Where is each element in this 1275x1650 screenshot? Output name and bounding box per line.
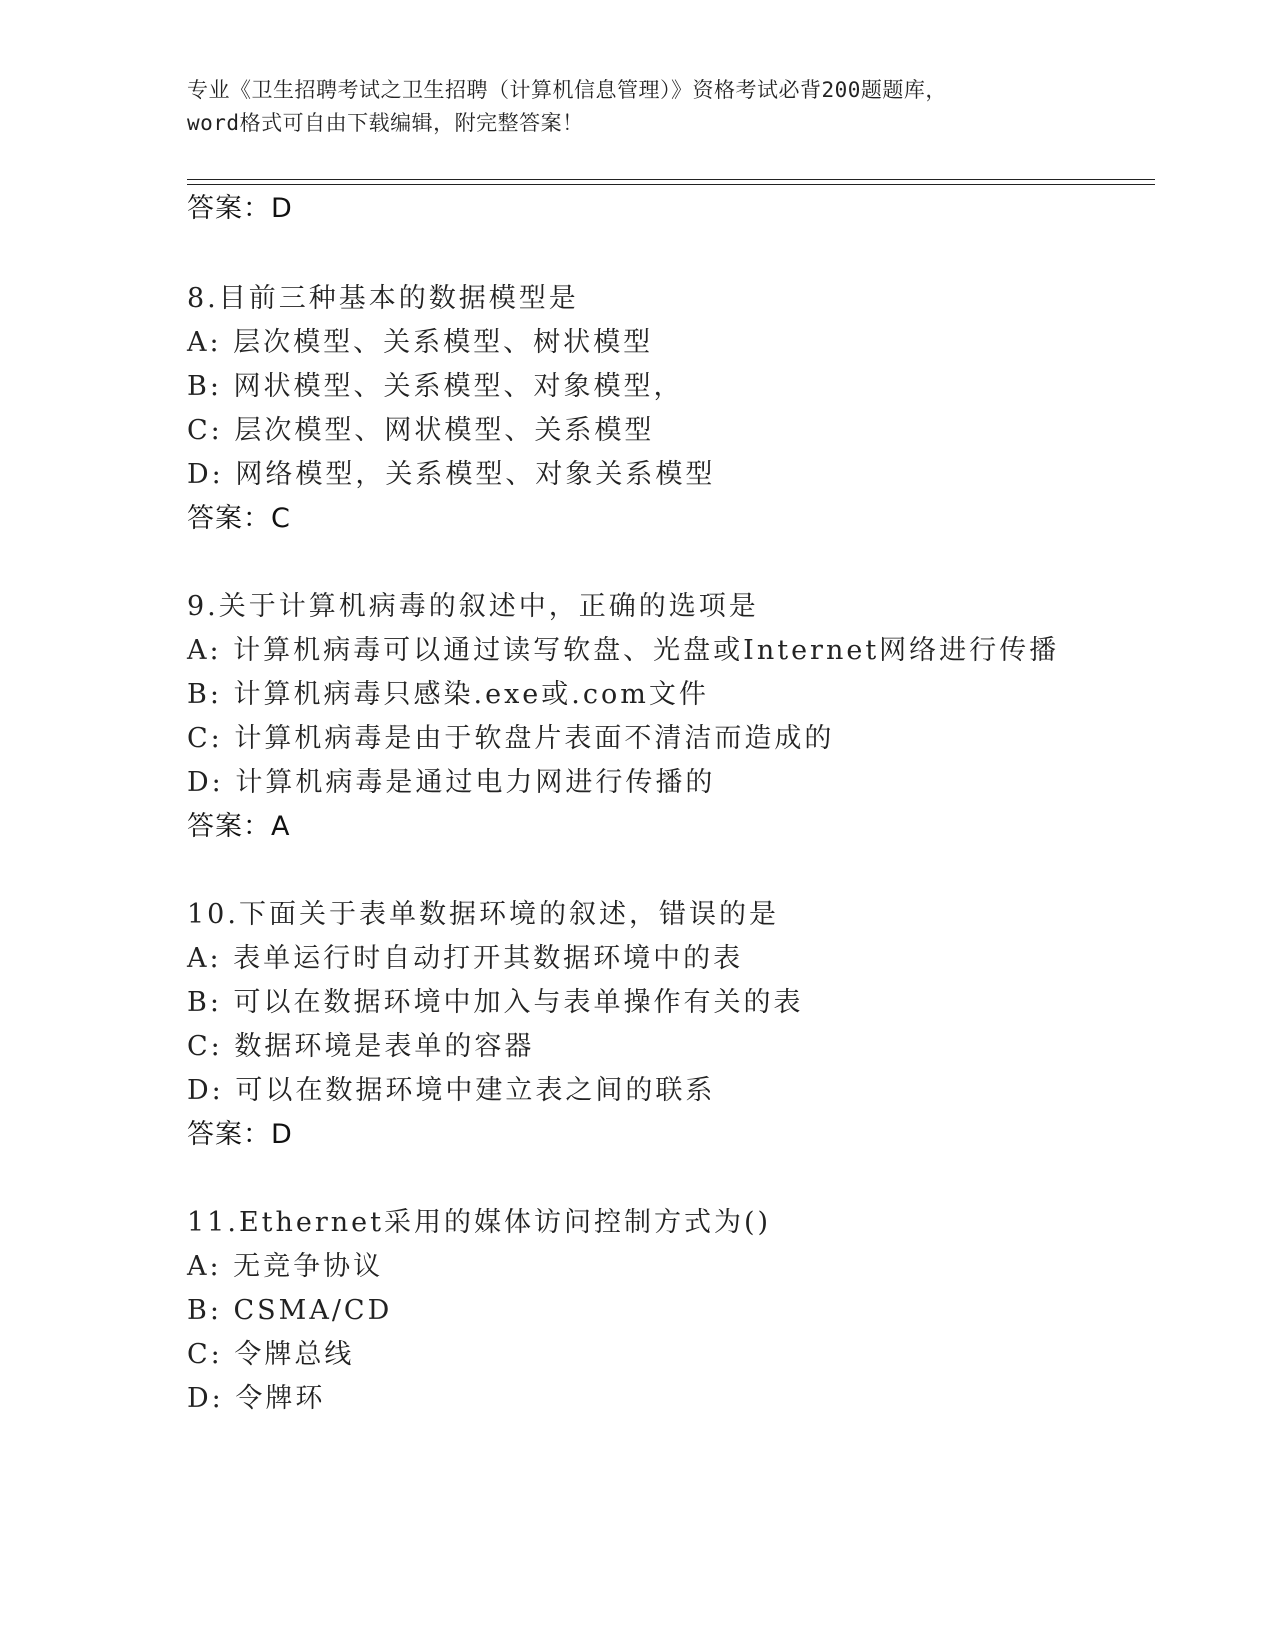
- question-9-answer: 答案：A: [187, 811, 291, 842]
- question-8-answer: 答案：C: [187, 503, 291, 534]
- header-divider-top: [187, 179, 1155, 180]
- question-8-option-c: C: 层次模型、网状模型、关系模型: [187, 415, 655, 446]
- question-11-option-d: D: 令牌环: [187, 1383, 326, 1414]
- question-9-option-d: D: 计算机病毒是通过电力网进行传播的: [187, 767, 716, 798]
- question-10-option-b: B: 可以在数据环境中加入与表单操作有关的表: [187, 987, 804, 1018]
- question-8-option-b: B: 网状模型、关系模型、对象模型，: [187, 371, 684, 402]
- question-9-option-b: B: 计算机病毒只感染.exe或.com文件: [187, 679, 709, 710]
- question-8-stem: 8.目前三种基本的数据模型是: [187, 283, 579, 314]
- question-8-option-d: D: 网络模型，关系模型、对象关系模型: [187, 459, 716, 490]
- question-9-option-a: A: 计算机病毒可以通过读写软盘、光盘或Internet网络进行传播: [187, 635, 1060, 666]
- header-line-1: 专业《卫生招聘考试之卫生招聘（计算机信息管理）》资格考试必背200题题库，: [187, 78, 947, 102]
- question-11-option-a: A: 无竞争协议: [187, 1251, 384, 1282]
- header-divider-bottom: [187, 184, 1155, 185]
- question-10-option-c: C: 数据环境是表单的容器: [187, 1031, 535, 1062]
- question-11-option-b: B: CSMA/CD: [187, 1295, 393, 1326]
- question-11-stem: 11.Ethernet采用的媒体访问控制方式为(): [187, 1207, 772, 1238]
- header-line-2: word格式可自由下载编辑，附完整答案！: [187, 111, 584, 135]
- question-10-stem: 10.下面关于表单数据环境的叙述，错误的是: [187, 899, 779, 930]
- previous-answer: 答案：D: [187, 193, 293, 224]
- question-10-option-d: D: 可以在数据环境中建立表之间的联系: [187, 1075, 716, 1106]
- question-9-option-c: C: 计算机病毒是由于软盘片表面不清洁而造成的: [187, 723, 835, 754]
- question-9-stem: 9.关于计算机病毒的叙述中，正确的选项是: [187, 591, 759, 622]
- question-10-answer: 答案：D: [187, 1119, 293, 1150]
- question-10-option-a: A: 表单运行时自动打开其数据环境中的表: [187, 943, 744, 974]
- question-8-option-a: A: 层次模型、关系模型、树状模型: [187, 327, 654, 358]
- question-11-option-c: C: 令牌总线: [187, 1339, 355, 1370]
- document-header: [187, 74, 1087, 140]
